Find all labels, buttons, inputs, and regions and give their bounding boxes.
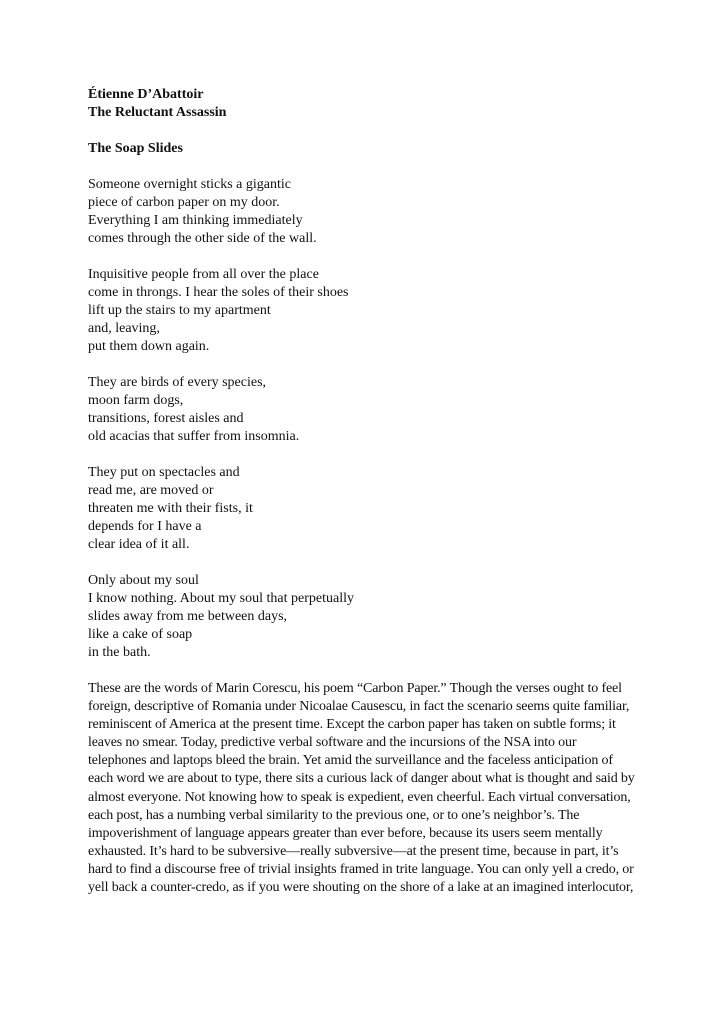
poem-line: in the bath.	[88, 645, 151, 660]
prose-paragraph	[88, 680, 648, 897]
poem-line: moon farm dogs,	[88, 393, 184, 408]
poem-line: come in throngs. I hear the soles of their shoes	[88, 285, 349, 300]
poem-line: Only about my soul	[88, 573, 199, 588]
poem-line: Everything I am thinking immediately	[88, 213, 303, 228]
poem-line: depends for I have a	[88, 519, 202, 534]
author-name: Étienne D’Abattoir	[88, 87, 204, 102]
prose-line: almost everyone. Not knowing how to speak is expedient, even cheerful. Each virtual conversation,	[88, 789, 631, 805]
poem-line: piece of carbon paper on my door.	[88, 195, 280, 210]
poem-line: They put on spectacles and	[88, 465, 240, 480]
prose-line: These are the words of Marin Corescu, his poem “Carbon Paper.” Though the verses ought to feel	[88, 681, 622, 696]
prose-line: hard to find a discourse free of trivial insights framed in trite language. You can only yell a credo, or	[88, 861, 634, 877]
poem-line: clear idea of it all.	[88, 537, 190, 552]
poem-line: like a cake of soap	[88, 627, 193, 642]
poem-line: I know nothing. About my soul that perpetually	[88, 591, 354, 606]
prose-line: leaves no smear. Today, predictive verbal software and the incursions of the NSA into our	[88, 735, 577, 751]
poem-line: They are birds of every species,	[88, 375, 267, 390]
poem-stanza	[88, 464, 648, 554]
poem-line: Someone overnight sticks a gigantic	[88, 177, 291, 192]
page-content	[88, 86, 648, 897]
poem-line: Inquisitive people from all over the place	[88, 267, 319, 282]
poem-title: The Soap Slides	[88, 141, 183, 156]
book-title: The Reluctant Assassin	[88, 105, 227, 120]
poem-line: old acacias that suffer from insomnia.	[88, 429, 300, 444]
poem-stanza	[88, 266, 648, 356]
poem-stanza	[88, 176, 648, 248]
poem-line: comes through the other side of the wall.	[88, 231, 317, 246]
prose-line: foreign, descriptive of Romania under Nicoalae Causescu, in fact the scenario seems quite familiar,	[88, 699, 630, 715]
prose-line: exhausted. It’s hard to be subversive—really subversive—at the present time, because in part, it’s	[88, 843, 619, 859]
poem-line: slides away from me between days,	[88, 609, 288, 624]
poem-stanza	[88, 572, 648, 662]
poem-line: put them down again.	[88, 339, 210, 354]
prose-line: impoverishment of language appears greater than ever before, because its users seem mentally	[88, 825, 603, 841]
poem-line: threaten me with their fists, it	[88, 501, 253, 516]
poem-line: read me, are moved or	[88, 483, 214, 498]
poem-line: lift up the stairs to my apartment	[88, 303, 271, 318]
document-header	[88, 86, 648, 122]
poem-stanza	[88, 374, 648, 446]
prose-line: yell back a counter-credo, as if you were shouting on the shore of a lake at an imagined interlocutor,	[88, 880, 634, 896]
prose-line: reminiscent of America at the present time. Except the carbon paper has taken on subtle forms; it	[88, 717, 616, 733]
prose-line: each word we are about to type, there sits a curious lack of danger about what is thought and said by	[88, 771, 635, 787]
poem	[88, 176, 648, 662]
prose-line: telephones and laptops bleed the brain. Yet amid the surveillance and the faceless anticipation of	[88, 753, 613, 769]
prose-line: each post, has a numbing verbal similarity to the previous one, or to one’s neighbor’s. The	[88, 807, 580, 823]
poem-line: transitions, forest aisles and	[88, 411, 244, 426]
poem-line: and, leaving,	[88, 321, 160, 336]
